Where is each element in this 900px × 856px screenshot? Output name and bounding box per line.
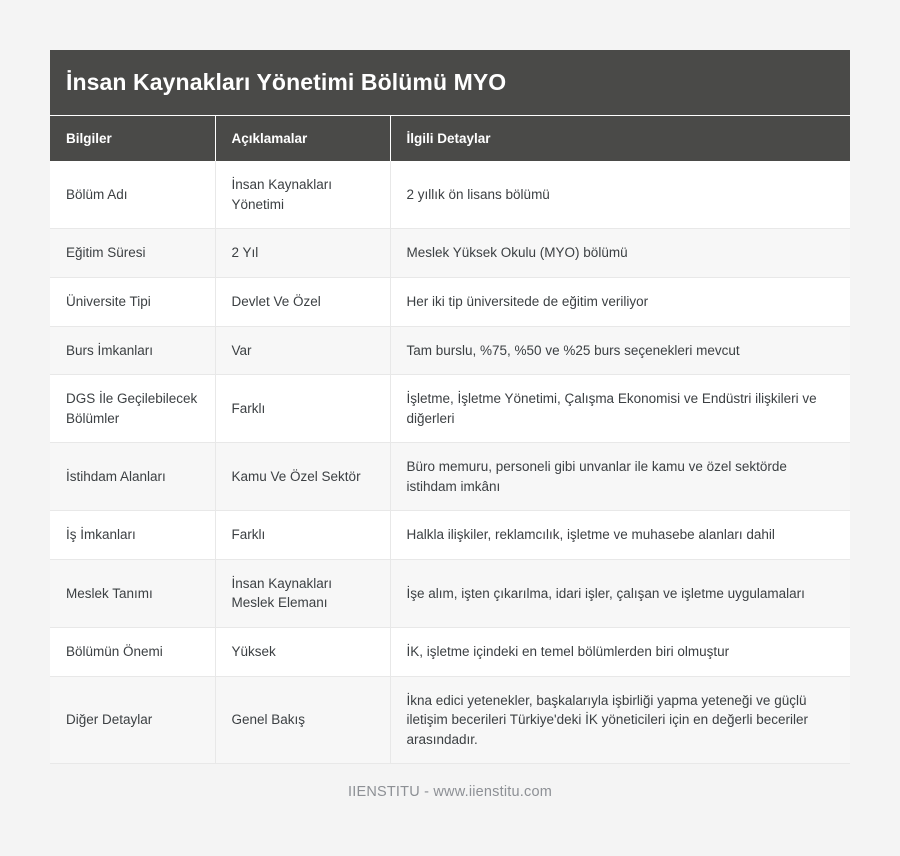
cell-ilgili-detaylar: Tam burslu, %75, %50 ve %25 burs seçenekleri mevcut [390, 326, 850, 375]
cell-ilgili-detaylar: Her iki tip üniversitede de eğitim veriliyor [390, 277, 850, 326]
cell-bilgiler: Meslek Tanımı [50, 559, 215, 627]
cell-aciklamalar: Var [215, 326, 390, 375]
cell-bilgiler: Bölümün Önemi [50, 628, 215, 677]
table-body [50, 161, 850, 764]
cell-ilgili-detaylar: İkna edici yetenekler, başkalarıyla işbirliği yapma yeteneği ve güçlü iletişim becerileri Türkiye'deki İK yöneticileri için en değerli beceriler arasındadır. [390, 676, 850, 764]
cell-bilgiler: Üniversite Tipi [50, 277, 215, 326]
table-row [50, 229, 850, 278]
cell-aciklamalar: İnsan Kaynakları Meslek Elemanı [215, 559, 390, 627]
column-header-aciklamalar: Açıklamalar [215, 115, 390, 161]
cell-aciklamalar: Genel Bakış [215, 676, 390, 764]
table-header-row [50, 115, 850, 161]
table-head [50, 50, 850, 161]
cell-bilgiler: Eğitim Süresi [50, 229, 215, 278]
cell-ilgili-detaylar: İK, işletme içindeki en temel bölümlerden biri olmuştur [390, 628, 850, 677]
cell-aciklamalar: Kamu Ve Özel Sektör [215, 443, 390, 511]
page-title: İnsan Kaynakları Yönetimi Bölümü MYO [50, 50, 850, 115]
table-title-row [50, 50, 850, 115]
footer-attribution: IIENSTITU - www.iienstitu.com [348, 784, 552, 800]
cell-aciklamalar: Devlet Ve Özel [215, 277, 390, 326]
cell-aciklamalar: İnsan Kaynakları Yönetimi [215, 161, 390, 229]
cell-aciklamalar: Farklı [215, 375, 390, 443]
cell-bilgiler: Burs İmkanları [50, 326, 215, 375]
cell-ilgili-detaylar: Büro memuru, personeli gibi unvanlar ile kamu ve özel sektörde istihdam imkânı [390, 443, 850, 511]
cell-ilgili-detaylar: İşletme, İşletme Yönetimi, Çalışma Ekonomisi ve Endüstri ilişkileri ve diğerleri [390, 375, 850, 443]
cell-ilgili-detaylar: İşe alım, işten çıkarılma, idari işler, çalışan ve işletme uygulamaları [390, 559, 850, 627]
table-row [50, 443, 850, 511]
info-table-container [50, 50, 850, 764]
table-row [50, 161, 850, 229]
column-header-ilgili-detaylar: İlgili Detaylar [390, 115, 850, 161]
cell-aciklamalar: 2 Yıl [215, 229, 390, 278]
cell-bilgiler: İstihdam Alanları [50, 443, 215, 511]
table-row [50, 277, 850, 326]
cell-bilgiler: Bölüm Adı [50, 161, 215, 229]
cell-ilgili-detaylar: 2 yıllık ön lisans bölümü [390, 161, 850, 229]
table-row [50, 628, 850, 677]
table-row [50, 375, 850, 443]
table-row [50, 326, 850, 375]
cell-bilgiler: Diğer Detaylar [50, 676, 215, 764]
cell-aciklamalar: Farklı [215, 511, 390, 560]
table-row [50, 676, 850, 764]
table-row [50, 559, 850, 627]
cell-ilgili-detaylar: Meslek Yüksek Okulu (MYO) bölümü [390, 229, 850, 278]
cell-ilgili-detaylar: Halkla ilişkiler, reklamcılık, işletme ve muhasebe alanları dahil [390, 511, 850, 560]
table-row [50, 511, 850, 560]
column-header-bilgiler: Bilgiler [50, 115, 215, 161]
info-table [50, 50, 850, 764]
cell-bilgiler: İş İmkanları [50, 511, 215, 560]
cell-bilgiler: DGS İle Geçilebilecek Bölümler [50, 375, 215, 443]
cell-aciklamalar: Yüksek [215, 628, 390, 677]
